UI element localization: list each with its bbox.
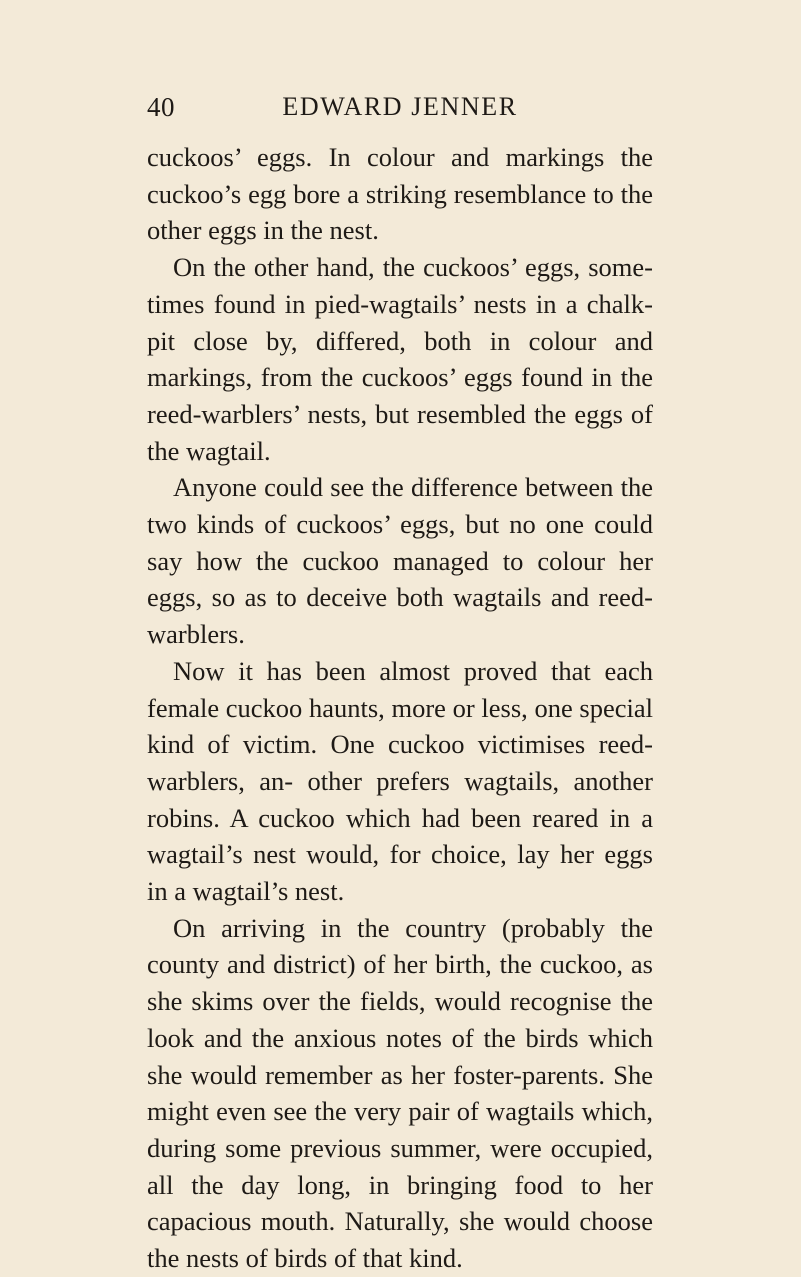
paragraph-3: Anyone could see the difference between the two kinds of cuckoos’ eggs, but no one could say how the cuckoo managed to colour her eggs, so as to deceive both wagtails and reed-warblers. — [147, 472, 653, 650]
page-number: 40 — [147, 92, 175, 122]
running-title: EDWARD JENNER — [282, 92, 518, 121]
paragraph-1: cuckoos’ eggs. In colour and markings the cuckoo’s egg bore a striking resemblance to the other eggs in the nest. — [147, 142, 653, 246]
body-text — [147, 139, 653, 1277]
paragraph-2: On the other hand, the cuckoos’ eggs, some- times found in pied-wagtails’ nests in a chalk-pit close by, differed, both in colour and markings, from the cuckoos’ eggs found in the reed-warblers’ nests, but resembled the eggs of the wagtail. — [147, 252, 653, 466]
paragraph-5: On arriving in the country (probably the county and district) of her birth, the cuckoo, as she skims over the fields, would recognise the look and the anxious notes of the birds which she would remember as her foster-parents. She might even see the very pair of wagtails which, during some previous summer, were occupied, all the day long, in bringing food to her capacious mouth. Naturally, she would choose the nests of birds of that kind. — [147, 912, 653, 1274]
paragraph-4: Now it has been almost proved that each female cuckoo haunts, more or less, one special kind of victim. One cuckoo victimises reed-warblers, an- other prefers wagtails, another robins. A cuckoo which had been reared in a wagtail’s nest would, for choice, lay her eggs in a wagtail’s nest. — [147, 655, 653, 907]
running-head — [147, 92, 653, 132]
